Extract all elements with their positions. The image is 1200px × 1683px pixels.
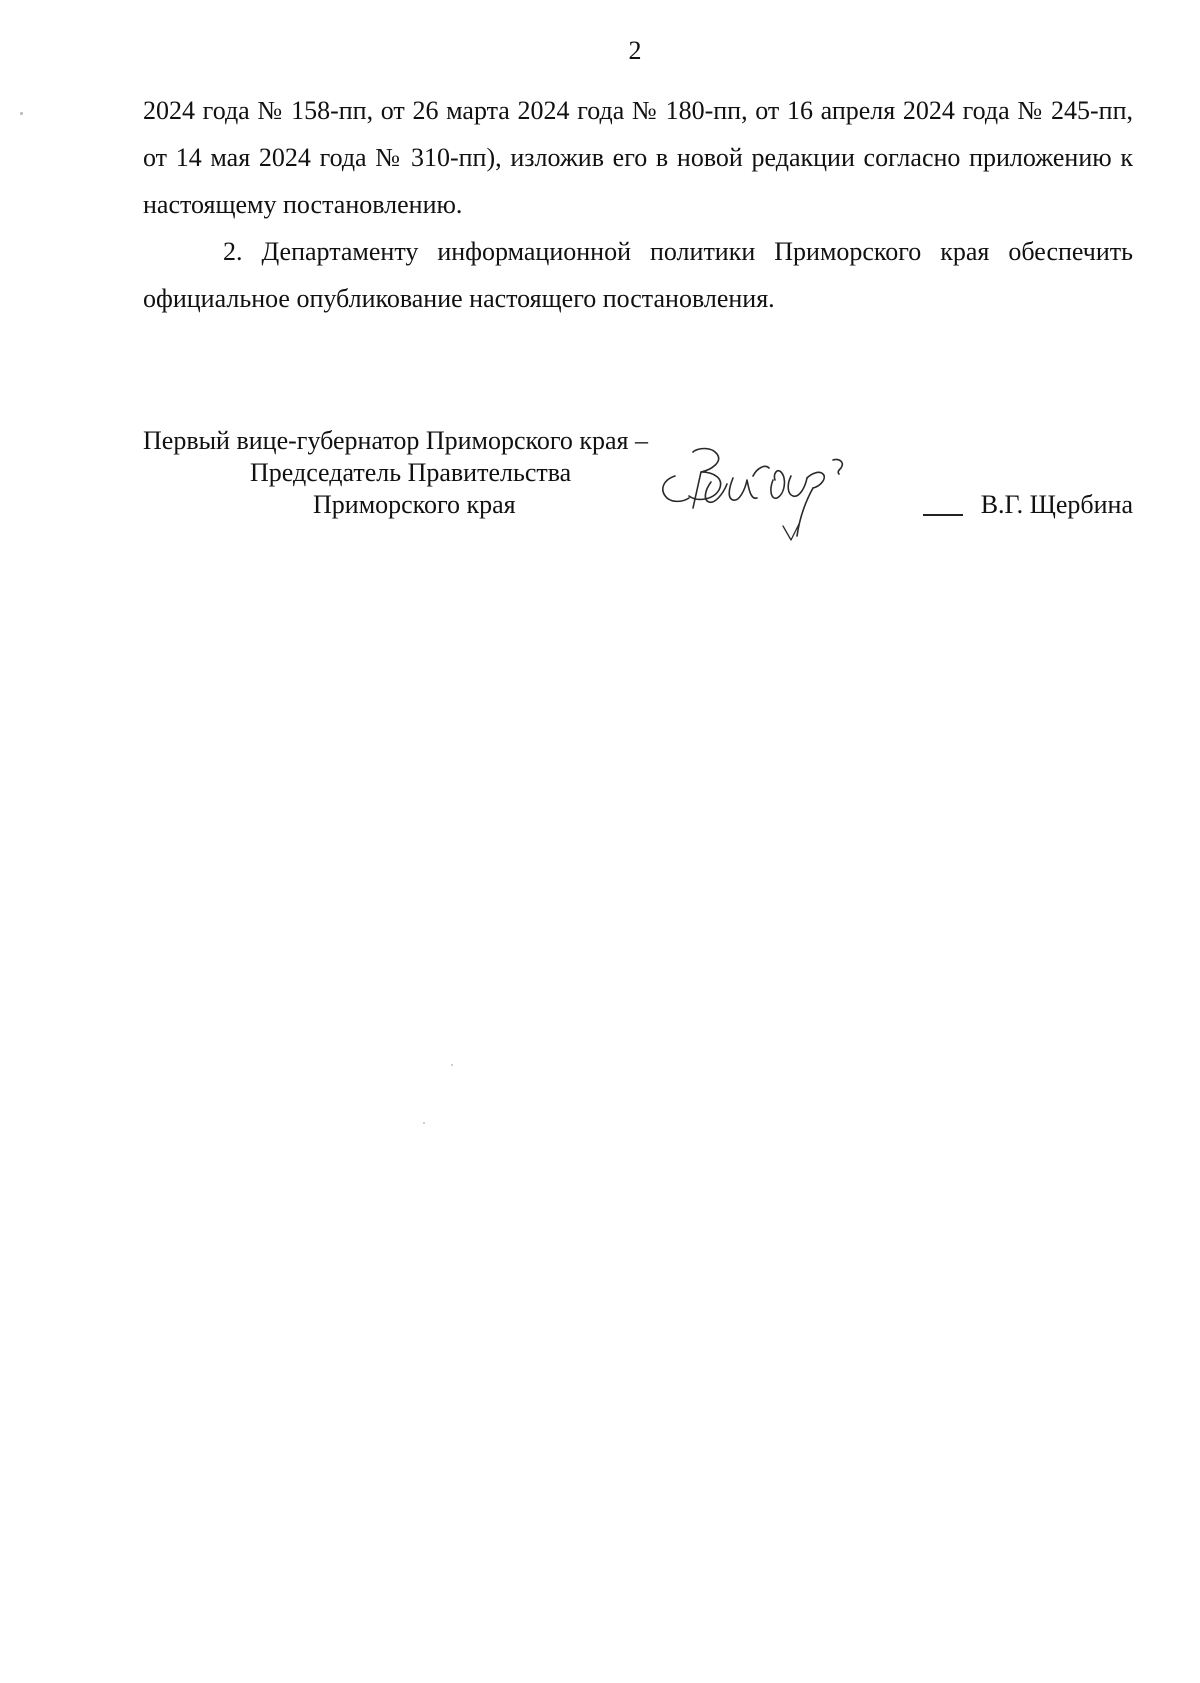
signatory-position-line-1: Первый вице-губернатор Приморского края – [143, 426, 648, 455]
signature-underline [923, 514, 963, 516]
scan-speck [20, 112, 23, 115]
paragraph-item-2: 2. Департаменту информационной политики Приморского края обеспечить официальное опубликование настоящего постановления. [143, 237, 1133, 313]
paragraph-continuation: 2024 года № 158-пп, от 26 марта 2024 года № 180-пп, от 16 апреля 2024 года № 245-пп, от 14 мая 2024 года № 310-пп), изложив его в новой редакции согласно приложению к настоящему постановлению. [143, 96, 1133, 219]
scan-speck [423, 1122, 425, 1124]
document-body [143, 87, 1133, 322]
signatory-name: В.Г. Щербина [980, 490, 1133, 519]
signatory-position-line-3: Приморского края [313, 490, 516, 519]
page-number: 2 [628, 36, 642, 65]
handwritten-signature [653, 418, 863, 548]
scan-speck [451, 1064, 453, 1066]
signatory-position-line-2: Председатель Правительства [250, 458, 572, 487]
